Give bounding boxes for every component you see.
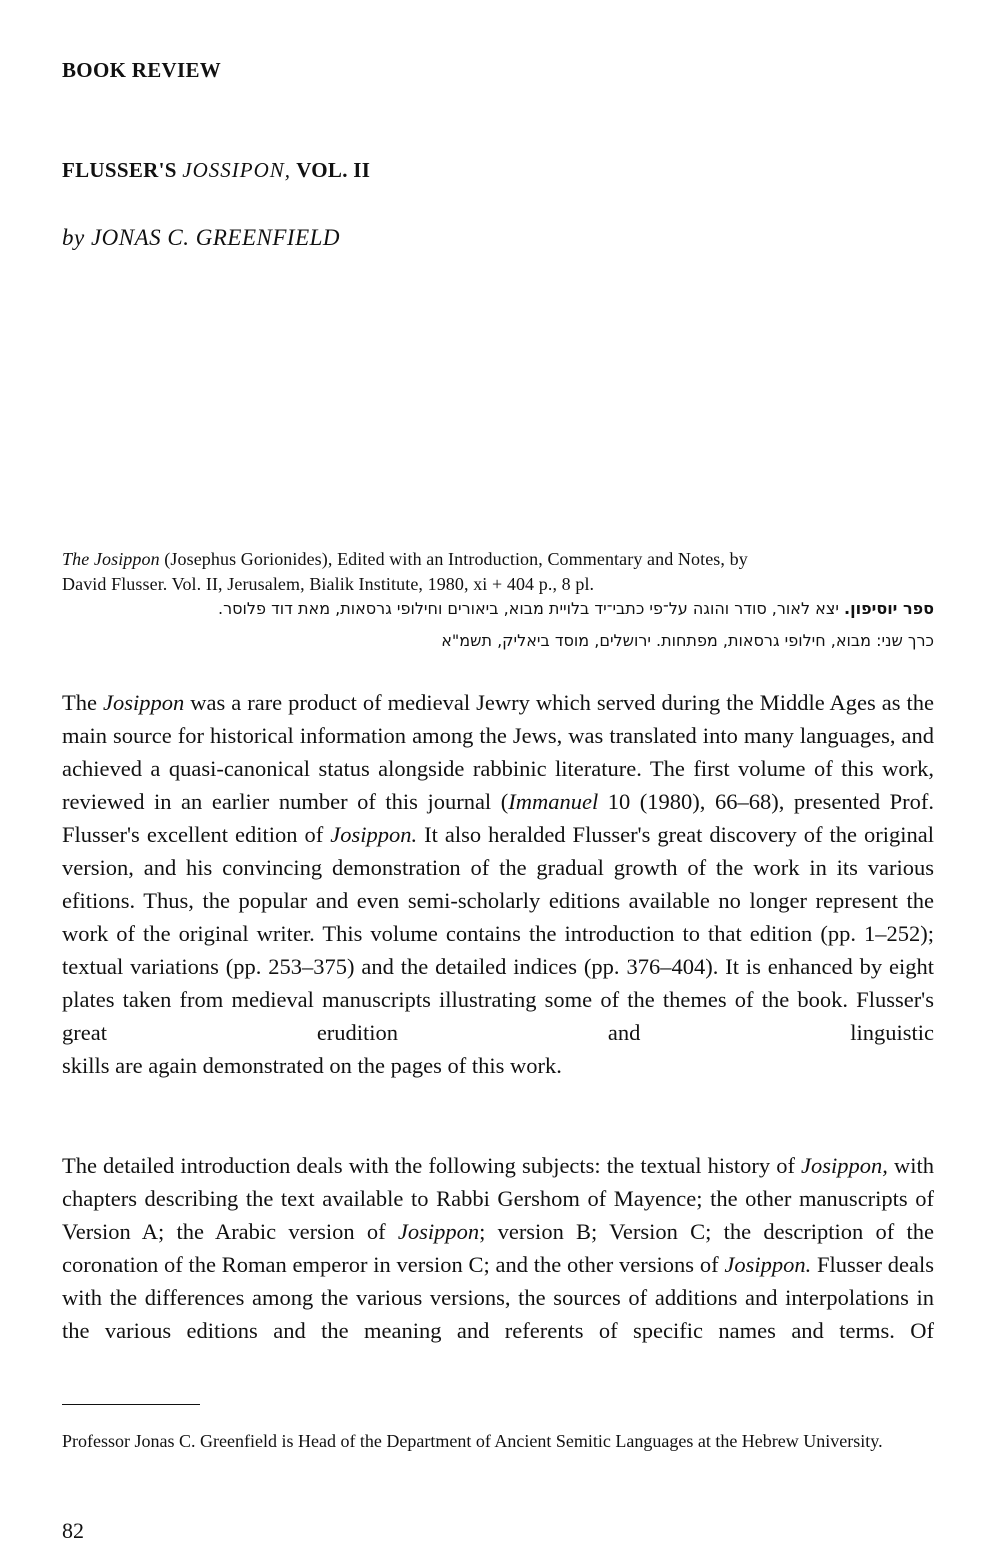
section-label: BOOK REVIEW (62, 58, 222, 82)
hebrew-citation-line2: כרך שני: מבוא, חילופי גרסאות, מפתחות. ירושלים, מוסד ביאליק, תשמ"א (441, 631, 934, 650)
bibliographic-citation (62, 547, 934, 597)
p1-last-line: skills are again demonstrated on the pages of this work. (62, 1053, 562, 1078)
review-title (62, 158, 370, 183)
citation-details-line2: David Flusser. Vol. II, Jerusalem, Bialik Institute, 1980, xi + 404 p., 8 pl. (62, 574, 595, 594)
p1-text: It also heralded Flusser's great discovery of the original version, and his convincing demonstration of the gradual growth of the work in its various efitions. Thus, the popular and even semi-scholarly editions available no longer represent the work of the original writer. This volume contains the introduction to that edition (pp. 1–252); textual variations (pp. 253–375) and the detailed indices (pp. 376–404). It is enhanced by eight plates taken from medieval manuscripts illustrating some of the themes of the book. Flusser's great erudition and linguistic (62, 822, 935, 1045)
p2-text: with chapters describing the text available to Rabbi Gershom of Mayence; the other manuscripts of Version A; the Arabic version of (62, 1153, 934, 1244)
p2-italic-josippon: Josippon (397, 1219, 480, 1244)
p1-italic-immanuel: Immanuel (508, 789, 599, 814)
title-suffix: VOL. II (291, 158, 371, 182)
hebrew-citation-line1 (62, 596, 934, 621)
hebrew-citation-title: ספר יוסיפון. (844, 599, 934, 618)
title-work: JOSSIPON, (182, 158, 292, 182)
p2-text: The detailed introduction deals with the following subjects: the textual history of (62, 1153, 802, 1178)
body-paragraph-1 (62, 686, 934, 1082)
p1-text: was a rare product of medieval Jewry which served during the Middle Ages as the main source for historical information among the Jews, was translated into many languages, and achieved a quasi-canonical status alongside rabbinic literature. The first volume of this work, reviewed in an earlier number of this journal ( (62, 690, 934, 814)
citation-work-title: The Josippon (62, 549, 160, 569)
author-footnote: Professor Jonas C. Greenfield is Head of the Department of Ancient Semitic Languages at the Hebrew University. (62, 1431, 883, 1451)
p1-text: 10 (1980), 66–68), presented Prof. Flusser's excellent edition of (62, 789, 934, 847)
author-byline: by JONAS C. GREENFIELD (62, 225, 341, 250)
p2-italic-josippon: Josippon. (724, 1252, 812, 1277)
p2-text: Flusser deals with the differences among the various versions, the sources of additions and interpolations in the various editions and the meaning and referents of specific names and terms. Of (62, 1252, 934, 1343)
p1-italic-josippon: Josippon. (330, 822, 418, 847)
p1-text: The (62, 690, 103, 715)
title-prefix: FLUSSER'S (62, 158, 183, 182)
footnote-divider (62, 1404, 200, 1405)
p1-italic-josippon: Josippon (102, 690, 185, 715)
citation-details-line1: (Josephus Gorionides), Edited with an Introduction, Commentary and Notes, by (159, 549, 748, 569)
page-number: 82 (62, 1518, 84, 1543)
body-paragraph-2 (62, 1149, 934, 1347)
p2-text: ; version B; Version C; the description of the coronation of the Roman emperor in version C; and the other versions of (62, 1219, 934, 1277)
hebrew-citation-rest: יצא לאור, סודר והוגה על־פי כתבי־יד בלויית מבוא, ביאורים וחילופי גרסאות, מאת דוד פלוסר. (218, 599, 845, 618)
p2-italic-josippon: Josippon, (801, 1153, 888, 1178)
